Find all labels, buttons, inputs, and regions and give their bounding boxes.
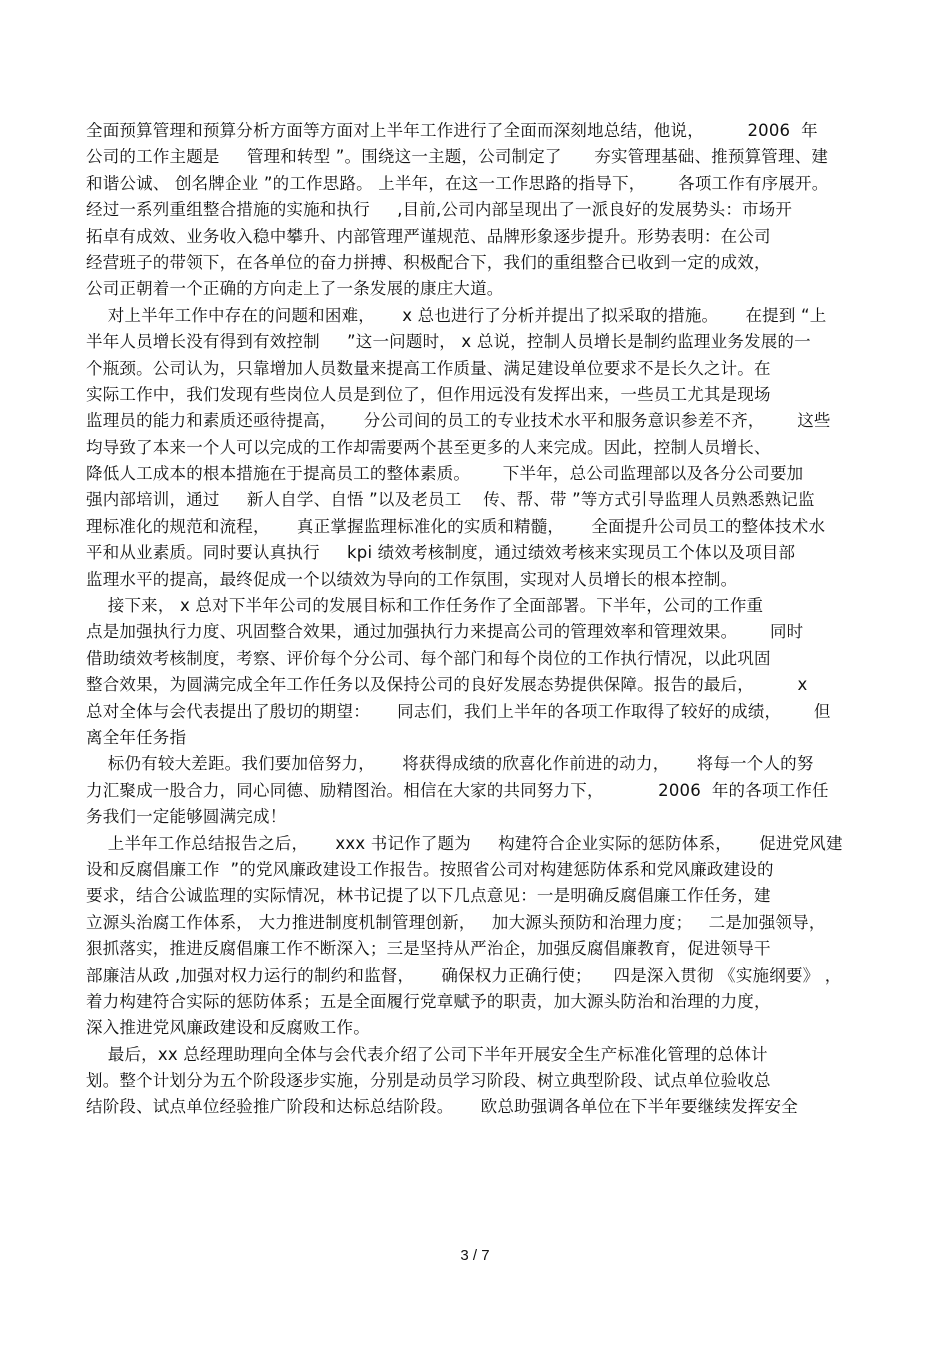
text-line: 借助绩效考核制度，考察、评价每个分公司、每个部门和每个岗位的工作执行情况，以此巩固 bbox=[86, 648, 771, 668]
text-line: 监理员的能力和素质还亟待提高， 分公司间的员工的专业技术水平和服务意识参差不齐， 这些 bbox=[86, 411, 831, 431]
text-line: 均导致了本来一个人可以完成的工作却需要两个甚至更多的人来完成。因此，控制人员增长、 bbox=[86, 437, 771, 457]
text-line: 拓卓有成效、业务收入稳中攀升、内部管理严谨规范、品牌形象逐步提升。形势表明：在公司 bbox=[86, 226, 771, 246]
text-line: 力汇聚成一股合力，同心同德、励精图治。相信在大家的共同努力下， 2006 年的各项工作任 bbox=[86, 780, 829, 800]
text-line: 部廉洁从政 ,加强对权力运行的制约和监督， 确保权力正确行使； 四是深入贯彻 《实施纲要》 ， bbox=[86, 965, 842, 985]
text-line: 立源头治腐工作体系， 大力推进制度机制管理创新， 加大源头预防和治理力度； 二是加强领导， bbox=[86, 912, 826, 932]
text-line: 接下来， x 总对下半年公司的发展目标和工作任务作了全面部署。下半年，公司的工作重 bbox=[86, 596, 764, 616]
text-line: 总对全体与会代表提出了殷切的期望： 同志们，我们上半年的各项工作取得了较好的成绩， 但 bbox=[86, 701, 831, 721]
text-line: 狠抓落实，推进反腐倡廉工作不断深入；三是坚持从严治企，加强反腐倡廉教育，促进领导干 bbox=[86, 939, 771, 959]
body-text bbox=[86, 118, 866, 1121]
text-line: 实际工作中，我们发现有些岗位人员是到位了，但作用远没有发挥出来，一些员工尤其是现场 bbox=[86, 384, 771, 404]
text-line: 经过一系列重组整合措施的实施和执行 ,目前,公司内部呈现出了一派良好的发展势头：市场开 bbox=[86, 200, 793, 220]
text-line: 半年人员增长没有得到有效控制 ”这一问题时， x 总说，控制人员增长是制约监理业务发展的一 bbox=[86, 332, 811, 352]
page-number: 3 / 7 bbox=[460, 1247, 490, 1264]
text-line: 强内部培训，通过 新人自学、自悟 ”以及老员工 传、帮、带 ”等方式引导监理人员熟悉熟记监 bbox=[86, 490, 815, 510]
text-line: 深入推进党风廉政建设和反腐败工作。 bbox=[86, 1018, 370, 1038]
text-line: 对上半年工作中存在的问题和困难， x 总也进行了分析并提出了拟采取的措施。 在提到 “上 bbox=[86, 305, 827, 325]
text-line: 标仍有较大差距。我们要加倍努力， 将获得成绩的欣喜化作前进的动力， 将每一个人的努 bbox=[86, 754, 814, 774]
text-line: 平和从业素质。同时要认真执行 kpi 绩效考核制度，通过绩效考核来实现员工个体以及项目部 bbox=[86, 543, 796, 563]
text-line: 最后，xx 总经理助理向全体与会代表介绍了公司下半年开展安全生产标准化管理的总体计 bbox=[86, 1044, 768, 1064]
text-line: 监理水平的提高，最终促成一个以绩效为导向的工作氛围，实现对人员增长的根本控制。 bbox=[86, 569, 738, 589]
text-line: 降低人工成本的根本措施在于提高员工的整体素质。 下半年，总公司监理部以及各分公司要加 bbox=[86, 464, 804, 484]
text-line: 全面预算管理和预算分析方面等方面对上半年工作进行了全面而深刻地总结，他说， 2006 年 bbox=[86, 121, 818, 140]
text-line: 务我们一定能够圆满完成！ bbox=[86, 807, 287, 827]
text-line: 点是加强执行力度、巩固整合效果，通过加强执行力来提高公司的管理效率和管理效果。 同时 bbox=[86, 622, 804, 642]
text-line: 公司正朝着一个正确的方向走上了一条发展的康庄大道。 bbox=[86, 279, 504, 299]
text-line: 理标准化的规范和流程， 真正掌握监理标准化的实质和精髓， 全面提升公司员工的整体技术水 bbox=[86, 516, 826, 536]
text-line: 着力构建符合实际的惩防体系；五是全面履行党章赋予的职责，加大源头防治和治理的力度， bbox=[86, 991, 771, 1011]
text-line: 和谐公诚、 创名牌企业 ”的工作思路。 上半年，在这一工作思路的指导下， 各项工作有序展开。 bbox=[86, 173, 829, 193]
text-line: 结阶段、试点单位经验推广阶段和达标总结阶段。 欧总助强调各单位在下半年要继续发挥安全 bbox=[86, 1097, 798, 1117]
text-line: 要求，结合公诚监理的实际情况，林书记提了以下几点意见：一是明确反腐倡廉工作任务，建 bbox=[86, 886, 771, 906]
text-line: 经营班子的带领下，在各单位的奋力拼搏、积极配合下，我们的重组整合已收到一定的成效， bbox=[86, 252, 771, 272]
text-line: 离全年任务指 bbox=[86, 727, 187, 747]
text-line: 上半年工作总结报告之后， xxx 书记作了题为 构建符合企业实际的惩防体系， 促进党风建 bbox=[86, 833, 843, 853]
text-line: 设和反腐倡廉工作 ”的党风廉政建设工作报告。按照省公司对构建惩防体系和党风廉政建设的 bbox=[86, 859, 774, 879]
text-line: 整合效果，为圆满完成全年工作任务以及保持公司的良好发展态势提供保障。报告的最后， x bbox=[86, 675, 808, 695]
text-line: 公司的工作主题是 管理和转型 ”。围绕这一主题，公司制定了 夯实管理基础、推预算管理、建 bbox=[86, 147, 829, 167]
text-line: 划。整个计划分为五个阶段逐步实施，分别是动员学习阶段、树立典型阶段、试点单位验收总 bbox=[86, 1071, 771, 1091]
text-line: 个瓶颈。公司认为，只靠增加人员数量来提高工作质量、满足建设单位要求不是长久之计。在 bbox=[86, 358, 771, 378]
